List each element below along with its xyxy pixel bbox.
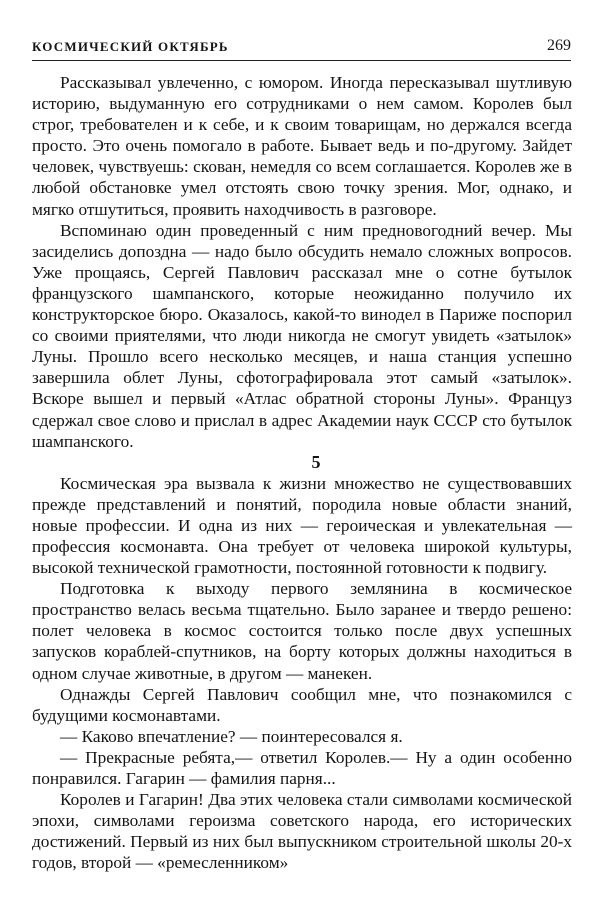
paragraph-korolev-gagarin: Королев и Гагарин! Два этих человека стали символами космической эпохи, символами героизма советского народа, его исторических достижений. Первый из них был выпускником строительной школы 20-х годов, второй — «ремесленником» [32, 790, 572, 873]
running-title: КОСМИЧЕСКИЙ ОКТЯБРЬ [32, 39, 229, 54]
paragraph-humor: Рассказывал увлеченно, с юмором. Иногда пересказывал шутливую историю, выдуманную его сотрудниками о нем самом. Королев был строг, требователен и к себе, и к своим товарищам, но держался всегда просто. Это очень помогало в работе. Бывает ведь и по-другому. Зайдет человек, чувствуешь: скован, немедля со всем соглашается. Королев же в любой обстановке умел отстоять свою точку зрения. Мог, однако, и мягко отшутиться, проявить находчивость в разговоре. [32, 73, 572, 219]
page-number: 269 [547, 37, 571, 54]
paragraph-meeting: Однажды Сергей Павлович сообщил мне, что познакомился с будущими космонавтами. [32, 684, 572, 725]
paragraph-space-era: Космическая эра вызвала к жизни множество не существовавших прежде представлений и понятий, породила новые области знаний, новые профессии. И одна из них — героическая и увлекательная — профессия космонавта. Она требует от человека широкой культуры, высокой технической грамотности, постоянной готовности к подвигу. [32, 473, 572, 578]
dialogue-answer: — Прекрасные ребята,— ответил Королев.— Ну а один особенно понравился. Гагарин — фамилия парня... [32, 747, 572, 788]
page-body [32, 72, 572, 873]
section-number: 5 [311, 451, 321, 472]
page-header [32, 36, 571, 61]
dialogue-question: — Каково впечатление? — поинтересовался я. [60, 726, 403, 746]
paragraph-champagne: Вспоминаю один проведенный с ним предновогодний вечер. Мы засиделись допоздна — надо было обсудить немало сложных вопросов. Уже прощаясь, Сергей Павлович рассказал мне о сотне бутылок французского шампанского, которые неожиданно получило их конструкторское бюро. Оказалось, какой-то винодел в Париже поспорил со своими приятелями, что люди никогда не смогут увидеть «затылок» Луны. Прошло всего несколько месяцев, и наша станция успешно завершила облет Луны, сфотографировала этот самый «затылок». Вскоре вышел и первый «Атлас обратной стороны Луны». Француз сдержал свое слово и прислал в адрес Академии наук СССР сто бутылок шампанского. [32, 220, 572, 451]
paragraph-preparation: Подготовка к выходу первого землянина в космическое пространство велась весьма тщательно. Было заранее и твердо решено: полет человека в космос состоится только после двух успешных запусков кораблей-спутников, на борту которых должны находиться в одном случае животные, в другом — манекен. [32, 579, 572, 683]
